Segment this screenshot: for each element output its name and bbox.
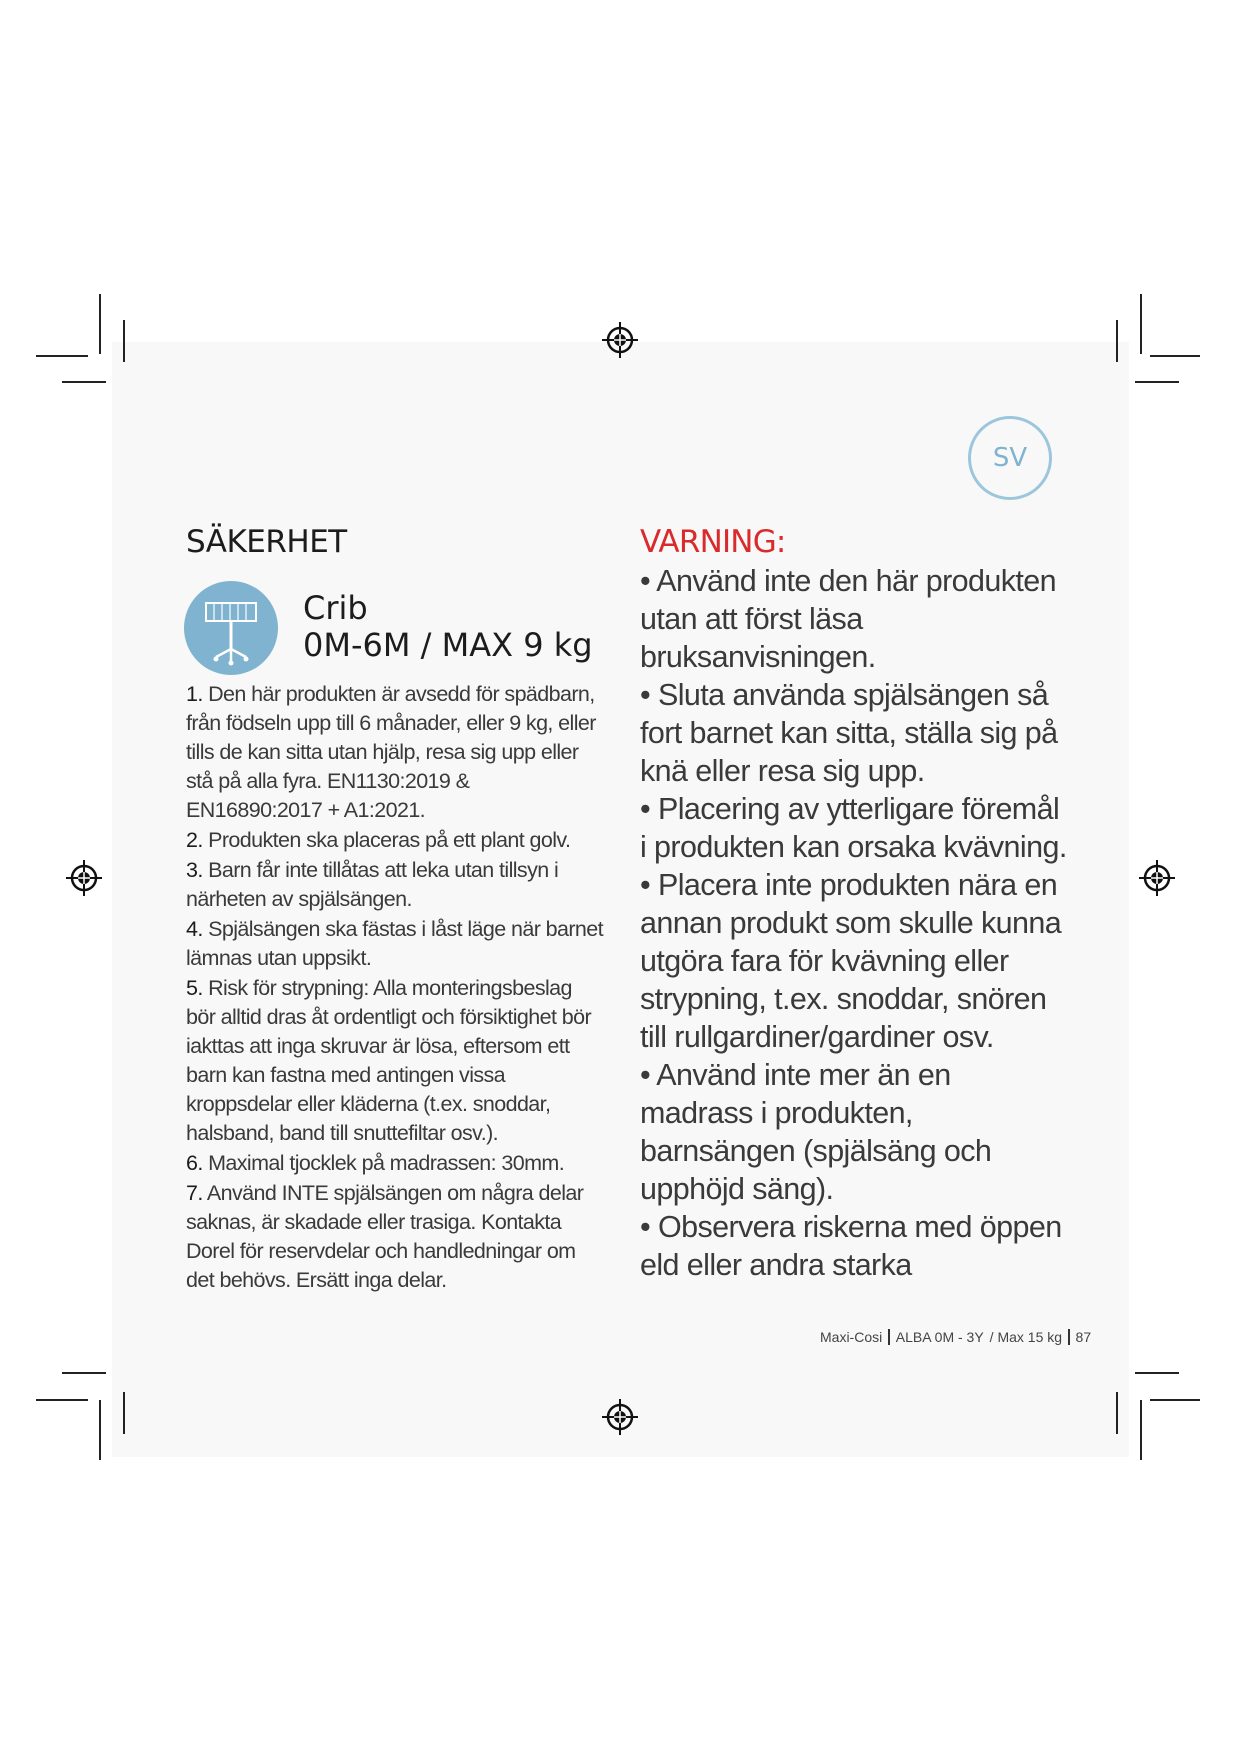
warning-item: • Använd inte den här produkten utan att först läsa bruksanvisningen. xyxy=(640,564,1057,674)
warning-item: • Placering av ytterligare föremål i produkten kan orsaka kvävning. xyxy=(640,792,1067,864)
page-number: 87 xyxy=(1075,1329,1092,1345)
crop-mark xyxy=(62,381,106,383)
crop-mark xyxy=(99,294,101,354)
safety-item xyxy=(186,1149,606,1178)
crib-icon xyxy=(184,581,278,675)
registration-mark-icon xyxy=(66,860,102,896)
safety-item-number: 6. xyxy=(186,1151,203,1175)
warning-item: • Använd inte mer än en madrass i produkten, barnsängen (spjälsäng och upphöjd säng). xyxy=(640,1058,992,1206)
safety-item-number: 5. xyxy=(186,976,203,1000)
crop-mark xyxy=(36,355,88,357)
footer-separator xyxy=(888,1329,890,1345)
safety-item xyxy=(186,1179,606,1295)
crop-mark xyxy=(123,320,125,362)
safety-item-number: 4. xyxy=(186,917,203,941)
safety-item-number: 2. xyxy=(186,828,203,852)
page-footer xyxy=(820,1329,1091,1345)
safety-list xyxy=(186,680,606,1296)
crop-mark xyxy=(1135,1372,1179,1374)
crop-mark xyxy=(1150,1399,1200,1401)
section-title: SÄKERHET xyxy=(186,524,347,560)
footer-separator xyxy=(1068,1329,1070,1345)
warning-item: • Observera riskerna med öppen eld eller andra starka xyxy=(640,1210,1062,1282)
crop-mark xyxy=(62,1372,106,1374)
safety-item-text: Använd INTE spjälsängen om några delar saknas, är skadade eller trasiga. Kontakta Dorel för reservdelar och handledningar om det behövs. Ersätt inga delar. xyxy=(186,1181,584,1292)
crop-mark xyxy=(1140,1400,1142,1460)
crop-mark xyxy=(1140,294,1142,354)
safety-item-number: 3. xyxy=(186,858,203,882)
crop-mark xyxy=(1135,381,1179,383)
safety-item xyxy=(186,826,606,855)
safety-item-text: Barn får inte tillåtas att leka utan tillsyn i närheten av spjälsängen. xyxy=(186,858,559,911)
crop-mark xyxy=(123,1392,125,1434)
registration-mark-icon xyxy=(1139,860,1175,896)
warning-list xyxy=(640,562,1070,1284)
registration-mark-icon xyxy=(602,322,638,358)
safety-item xyxy=(186,915,606,973)
crop-mark xyxy=(1116,320,1118,362)
product-name: Crib xyxy=(303,589,368,627)
safety-item-text: Risk för strypning: Alla monteringsbeslag bör alltid dras åt ordentligt och försiktighet bör iakttas att inga skruvar är lösa, eftersom ett barn kan fastna med antingen vissa kroppsdelar eller kläderna (t.ex. snoddar, halsband, band till snuttefiltar osv.). xyxy=(186,976,592,1145)
safety-item-text: Produkten ska placeras på ett plant golv. xyxy=(208,828,571,852)
crop-mark xyxy=(1116,1392,1118,1434)
safety-item-number: 1. xyxy=(186,682,203,706)
crop-mark xyxy=(1150,355,1200,357)
safety-item xyxy=(186,856,606,914)
safety-item xyxy=(186,974,606,1148)
registration-mark-icon xyxy=(602,1399,638,1435)
safety-item-text: Den här produkten är avsedd för spädbarn, från födseln upp till 6 månader, eller 9 kg, eller tills de kan sitta utan hjälp, resa sig upp eller stå på alla fyra. EN1130:2019 & EN16890:2017 + A1:2021. xyxy=(186,682,596,822)
safety-item xyxy=(186,680,606,825)
product-age-weight: 0M-6M / MAX 9 kg xyxy=(303,626,593,664)
warning-item: • Sluta använda spjälsängen så fort barnet kan sitta, ställa sig på knä eller resa sig upp. xyxy=(640,678,1058,788)
safety-item-text: Spjälsängen ska fästas i låst läge när barnet lämnas utan uppsikt. xyxy=(186,917,604,970)
footer-brand: Maxi-Cosi xyxy=(820,1329,883,1345)
safety-item-text: Maximal tjocklek på madrassen: 30mm. xyxy=(208,1151,565,1175)
footer-model: ALBA 0M - 3Y xyxy=(895,1329,984,1345)
crop-mark xyxy=(99,1400,101,1460)
safety-item-number: 7. xyxy=(186,1181,203,1205)
footer-weight: / Max 15 kg xyxy=(989,1329,1063,1345)
warning-item: • Placera inte produkten nära en annan produkt som skulle kunna utgöra fara för kvävning eller strypning, t.ex. snoddar, snören till rullgardiner/gardiner osv. xyxy=(640,868,1062,1054)
warning-title: VARNING: xyxy=(640,524,786,560)
language-badge: SV xyxy=(968,416,1052,500)
crop-mark xyxy=(36,1399,88,1401)
